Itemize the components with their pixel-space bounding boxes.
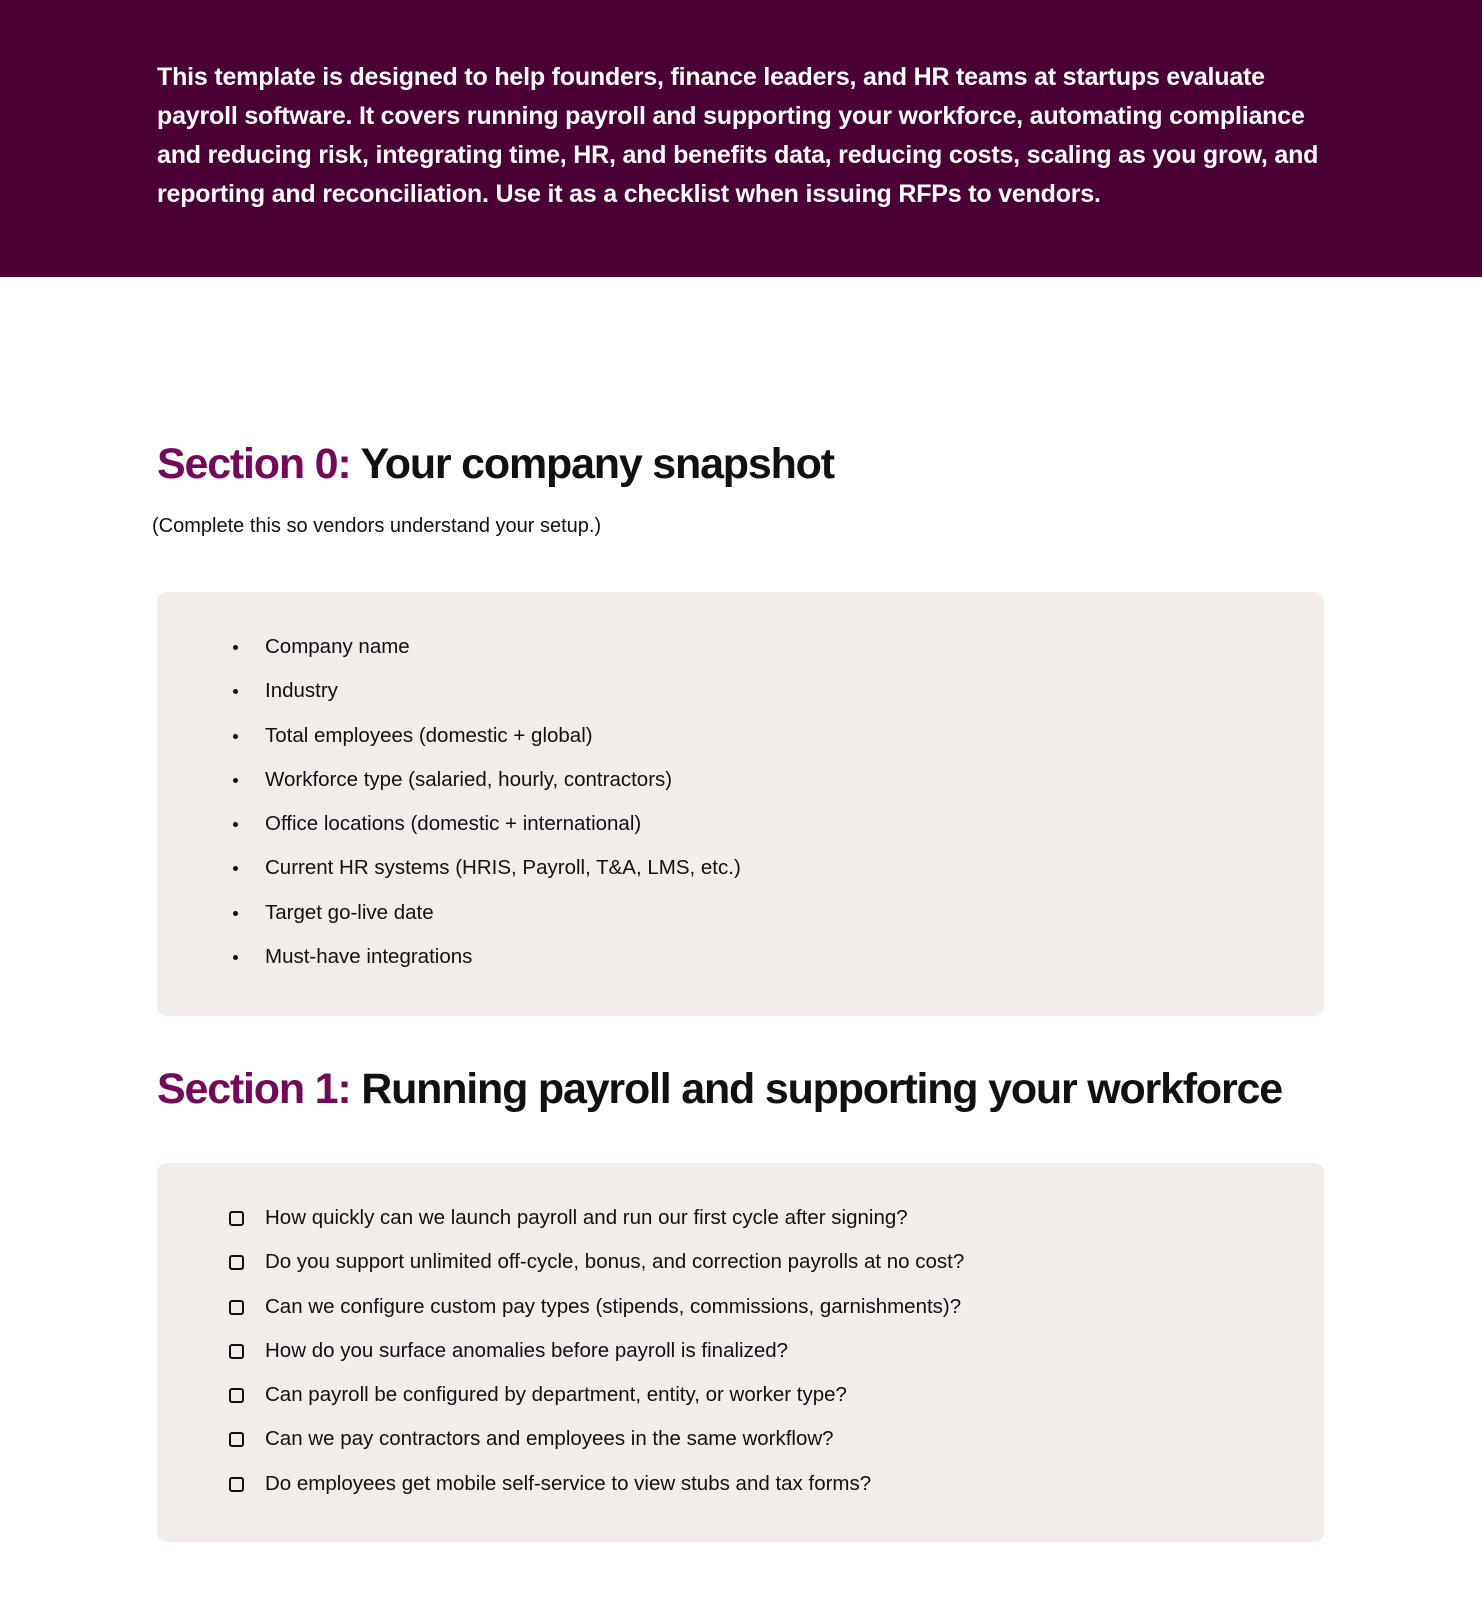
checklist-item [231,1469,964,1513]
list-item [231,765,741,809]
checkbox[interactable] [229,1388,244,1403]
list-item-label: Must-have integrations [265,945,473,969]
checkbox[interactable] [229,1344,244,1359]
payroll-checklist [231,1203,964,1513]
bullet-icon [233,822,238,827]
company-snapshot-list [231,632,741,986]
checklist-item-label: Can we configure custom pay types (stipends, commissions, garnishments)? [265,1294,962,1318]
bullet-icon [233,866,238,871]
list-item-label: Office locations (domestic + international) [265,812,642,836]
payroll-checklist-panel [157,1163,1324,1542]
list-item-label: Target go-live date [265,900,434,924]
intro-text: This template is designed to help founders, finance leaders, and HR teams at startups evaluate payroll software. It covers running payroll and supporting your workforce, automating compliance and reducing risk, integrating time, HR, and benefits data, reducing costs, scaling as you grow, and reporting and reconciliation. Use it as a checklist when issuing RFPs to vendors. [157,63,1319,208]
checklist-item-label: How do you surface anomalies before payroll is finalized? [265,1338,789,1362]
section-0-subtitle: (Complete this so vendors understand your setup.) [152,515,602,537]
list-item [231,942,741,986]
checkbox[interactable] [229,1255,244,1270]
checklist-item [231,1380,964,1424]
list-item [231,632,741,676]
section-0-heading [157,438,834,490]
checklist-item-label: Do employees get mobile self-service to view stubs and tax forms? [265,1471,872,1495]
company-snapshot-panel [157,592,1324,1016]
bullet-icon [233,778,238,783]
list-item [231,809,741,853]
checkbox[interactable] [229,1432,244,1447]
checkbox[interactable] [229,1300,244,1315]
list-item [231,898,741,942]
list-item-label: Company name [265,635,410,658]
checkbox[interactable] [229,1477,244,1492]
section-0-title: Your company snapshot [360,440,834,488]
list-item-label: Total employees (domestic + global) [265,723,593,747]
checklist-item [231,1247,964,1291]
checklist-item [231,1424,964,1468]
bullet-icon [233,911,238,916]
bullet-icon [233,734,238,739]
list-item [231,853,741,897]
list-item-label: Workforce type (salaried, hourly, contractors) [265,767,673,791]
checklist-item [231,1292,964,1336]
checklist-item [231,1336,964,1380]
checklist-item-label: Can payroll be configured by department, entity, or worker type? [265,1383,847,1407]
section-1-title: Running payroll and supporting your workforce [361,1065,1282,1113]
list-item-label: Industry [265,679,338,703]
section-1-heading [157,1063,1282,1115]
checklist-item-label: Can we pay contractors and employees in the same workflow? [265,1427,834,1451]
checkbox[interactable] [229,1211,244,1226]
bullet-icon [233,645,238,650]
list-item [231,676,741,720]
checklist-item-label: How quickly can we launch payroll and run our first cycle after signing? [265,1206,908,1229]
intro-banner [0,0,1482,277]
section-0-prefix: Section 0: [157,440,351,488]
bullet-icon [233,955,238,960]
list-item [231,721,741,765]
section-1-prefix: Section 1: [157,1065,351,1113]
bullet-icon [233,689,238,694]
list-item-label: Current HR systems (HRIS, Payroll, T&A, LMS, etc.) [265,856,741,880]
checklist-item [231,1203,964,1247]
checklist-item-label: Do you support unlimited off-cycle, bonus, and correction payrolls at no cost? [265,1250,965,1274]
